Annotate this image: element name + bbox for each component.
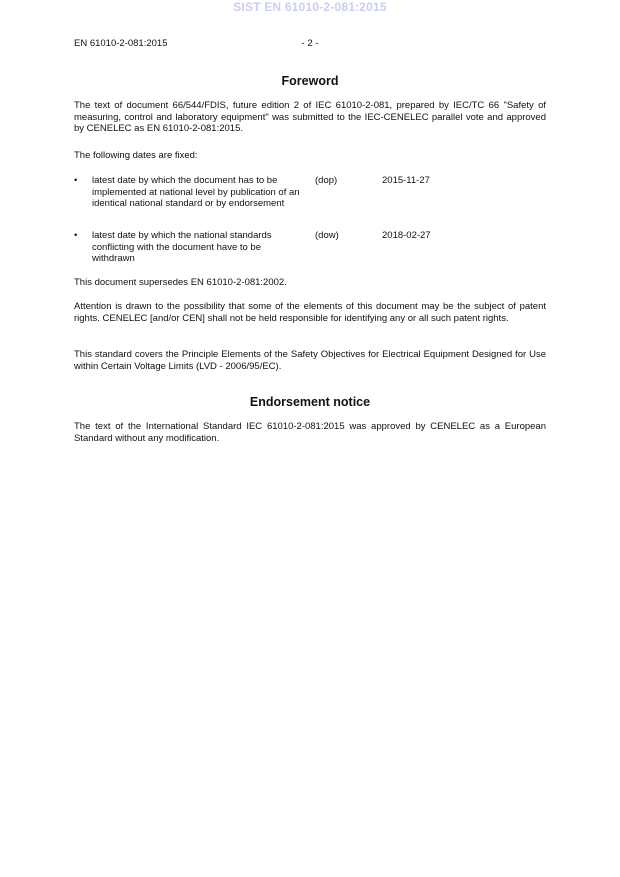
header-page-number: - 2 - (301, 38, 319, 49)
date-item-code: (dow) (315, 230, 339, 241)
bullet-icon: • (74, 175, 78, 186)
endorsement-paragraph: The text of the International Standard IEC 61010-2-081:2015 was approved by CENELEC as a European Standard without any modification. (74, 421, 546, 444)
dates-intro-paragraph: The following dates are fixed: (74, 150, 198, 161)
supersedes-paragraph: This document supersedes EN 61010-2-081:2002. (74, 277, 287, 288)
attention-paragraph: Attention is drawn to the possibility that some of the elements of this document may be the subject of patent rights. CENELEC [and/or CEN] shall not be held responsible for identifying any or all such patent rights. (74, 301, 546, 324)
date-item-date: 2018-02-27 (382, 230, 431, 241)
date-item-code: (dop) (315, 175, 338, 186)
bullet-icon: • (74, 230, 78, 241)
coverage-paragraph: This standard covers the Principle Elements of the Safety Objectives for Electrical Equipment Designed for Use within Certain Voltage Limits (LVD - 2006/95/EC). (74, 349, 546, 372)
watermark-text: SIST EN 61010-2-081:2015 (233, 0, 387, 14)
foreword-intro-paragraph: The text of document 66/544/FDIS, future edition 2 of IEC 61010-2-081, prepared by IEC/TC 66 "Safety of measuring, control and laboratory equipment" was submitted to the IEC-CENELEC parallel vote and approved by CENELEC as EN 61010-2-081:2015. (74, 100, 546, 134)
date-item-description: latest date by which the national standards conflicting with the document have to be withdrawn (92, 230, 272, 264)
date-item-date: 2015-11-27 (382, 175, 430, 186)
date-item-description: latest date by which the document has to be implemented at national level by publication of an identical national standard or by endorsement (92, 175, 300, 209)
foreword-title: Foreword (281, 74, 339, 88)
header-standard-id: EN 61010-2-081:2015 (74, 38, 168, 49)
endorsement-title: Endorsement notice (249, 395, 371, 409)
